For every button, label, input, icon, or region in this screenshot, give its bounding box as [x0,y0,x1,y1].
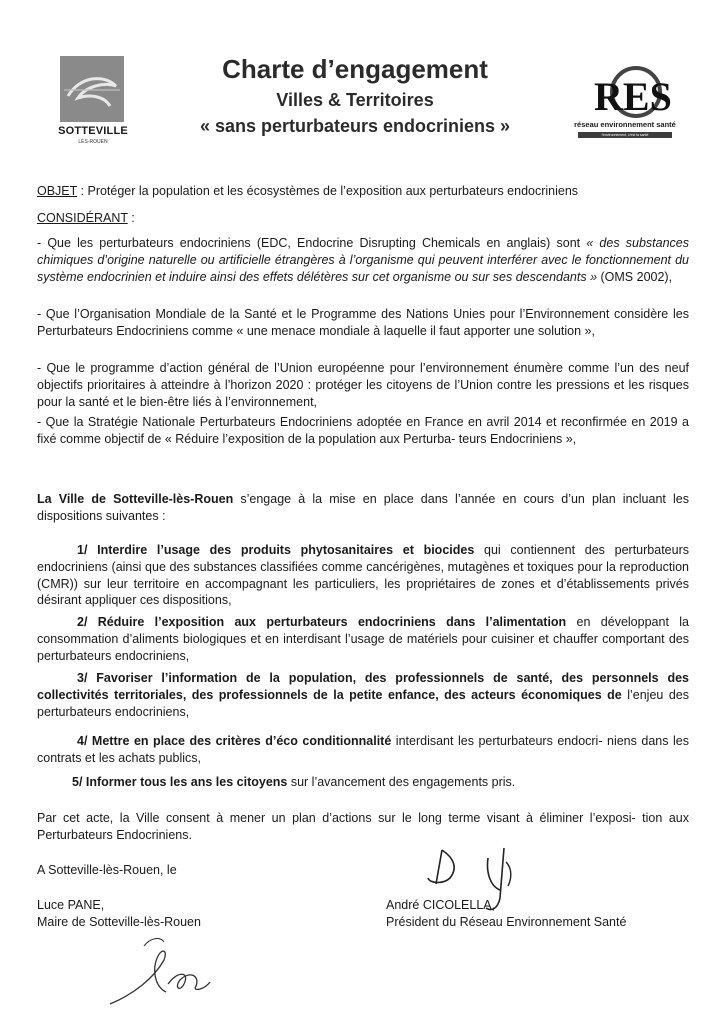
considerant-heading [37,210,689,227]
item1-end: (OMS 2002), [597,269,673,284]
considerant-label: CONSIDÉRANT [37,211,128,225]
subtitle-line1: Villes & Territoires [276,90,434,110]
considerant-item-3: - Que le programme d’action général de l’Union européenne pour l’environnement énumère comme l’un des neuf objectifs prioritaires à atteindre à l’horizon 2020 : protéger les citoyens de l’Union contre les pressions et les risques pour la santé et le bien-être liés à l’environnement, [37,361,689,409]
signature-left-icon [104,930,234,1010]
subtitle-line2: « sans perturbateurs endocriniens » [199,116,511,136]
engagement-intro-bold: La Ville de Sotteville-lès-Rouen [37,492,234,506]
engagement-intro [37,491,689,525]
disposition-1-bold: 1/ Interdire l’usage des produits phytosanitaires et biocides [77,543,475,557]
disposition-3 [37,670,689,720]
disposition-5-rest: sur l’avancement des engagements pris. [287,775,516,789]
disposition-5-bold: 5/ Informer tous les ans les citoyens [72,775,288,789]
disposition-3-rest: l’enjeu des perturbateurs endocriniens, [37,687,689,719]
item1-start: - Que les perturbateurs endocriniens (EDC, Endocrine Disrupting Chemicals en anglais) sont [37,236,587,250]
logo-swirl-icon [60,56,124,122]
res-logo [572,66,678,146]
signatory-right-role: Président du Réseau Environnement Santé [386,915,627,929]
disposition-5 [72,774,724,791]
signature-right-icon [420,838,530,918]
place-date: A Sotteville-lès-Rouen, le [37,863,177,877]
conclusion-text: Par cet acte, la Ville consent à mener un plan d’actions sur le long terme visant à éliminer l’exposi- tion aux Perturbateurs Endocriniens. [37,811,689,842]
disposition-3-bold: 3/ Favoriser l’information de la population, des professionnels de santé, des personnels des collectivités territoriales, des professionnels de la petite enfance, des acteurs économiques de [37,671,689,702]
logo-right-bar [578,132,672,138]
logo-right-bar-text: l'environnement, c'est la santé [601,133,649,137]
disposition-4-rest: interdisant les perturbateurs endocri- niens dans les contrats et les achats publics, [37,734,689,765]
disposition-2 [37,614,689,664]
item1-quote: « des substances chimiques d’origine naturelle ou artificielle étrangères à l’organisme qui peuvent interférer avec le fonctionnement du système endocrinien et induire ainsi des effets délétères sur cet organisme ou sur ses descendants » [37,236,689,284]
considerant-colon: : [127,211,135,225]
disposition-2-rest: en développant la consommation d’aliments biologiques et en interdisant l’usage de matériels pour cuisiner et chauffer comportant des perturbateurs endocriniens, [37,615,689,663]
signatory-right-name: André CICOLELLA, [386,898,496,912]
considerant-item-1 [37,235,689,285]
logo-right-tag: réseau environnement santé [574,120,676,129]
signatory-left-name: Luce PANE, [37,898,105,912]
res-mark-icon [592,66,672,119]
page-title: Charte d’engagement [222,54,488,84]
disposition-4 [37,733,689,767]
logo-left-name: SOTTEVILLE [58,125,128,137]
sotteville-logo [56,52,130,150]
res-mark-text: RES [594,74,672,119]
signatory-left-role: Maire de Sotteville-lès-Rouen [37,915,201,929]
objet-label: OBJET [37,184,78,198]
objet-line [37,183,689,200]
considerant-item-2: - Que l’Organisation Mondiale de la Santé et le Programme des Nations Unies pour l’Environnement considère les Perturbateurs Endocriniens comme « une menace mondiale à laquelle il faut apporter une solution », [37,307,689,338]
signatory-left [37,897,201,931]
disposition-1-rest: qui contiennent des perturbateurs endocriniens (ainsi que des substances classifiées comme cancérigènes, mutagènes et toxiques pour la reproduction (CMR)) sur leur territoire en accompagnant les particuliers, les propriétaires de zones et d’établissements privés désirant appliquer ces dispositions, [37,543,689,608]
objet-text: : Protéger la population et les écosystèmes de l’exposition aux perturbateurs endocriniens [77,184,579,198]
disposition-2-bold: 2/ Réduire l’exposition aux perturbateurs endocriniens dans l’alimentation [77,615,567,629]
disposition-1 [37,542,689,609]
engagement-intro-rest: s’engage à la mise en place dans l’année en cours d’un plan incluant les dispositions suivantes : [37,492,689,523]
logo-left-sub: LÈS-ROUEN [78,139,108,145]
considerant-item-4: - Que la Stratégie Nationale Perturbateurs Endocriniens adoptée en France en avril 2014 et reconfirmée en 2019 a fixé comme objectif de « Réduire l’exposition de la population aux Perturba- teurs Endocriniens », [37,415,689,446]
disposition-4-bold: 4/ Mettre en place des critères d’éco conditionnalité [77,734,392,748]
